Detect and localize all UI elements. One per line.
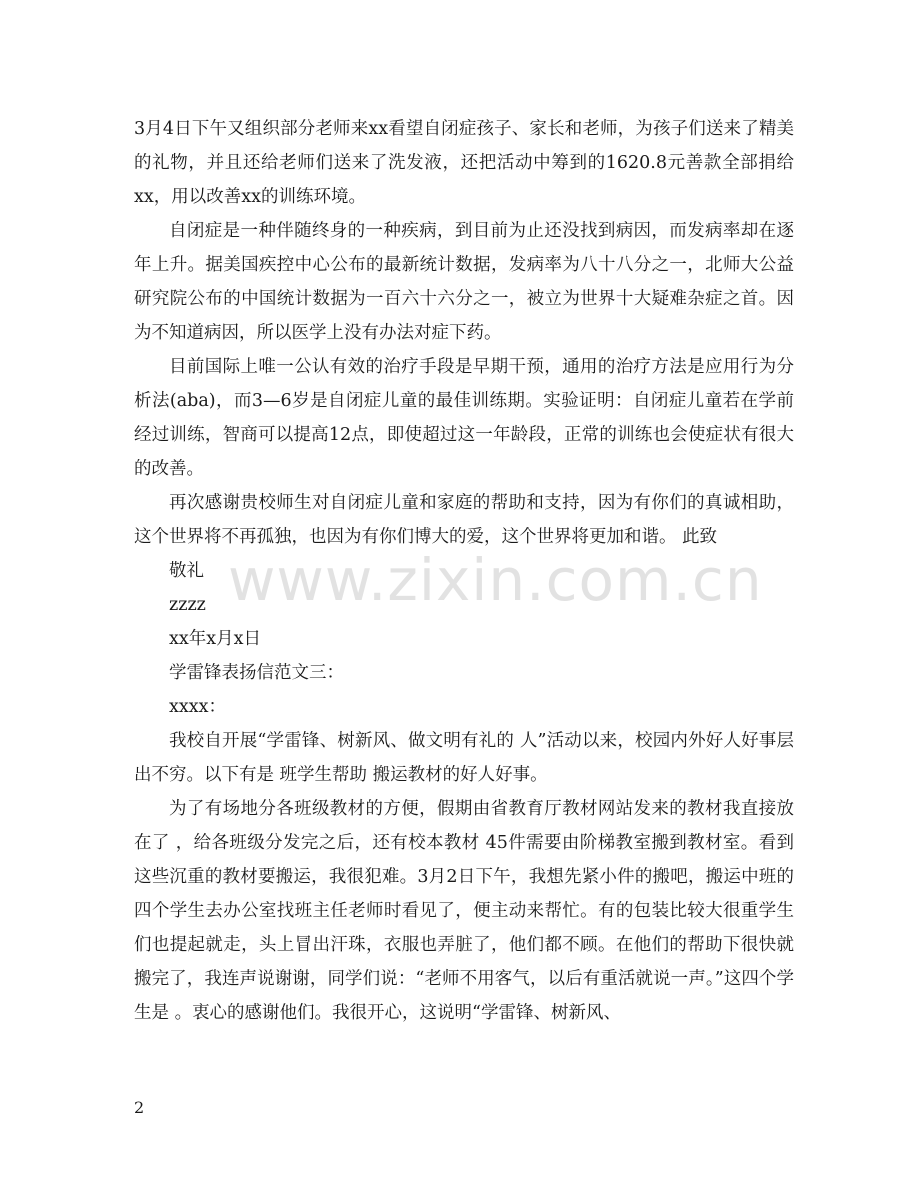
section-title: 学雷锋表扬信范文三： [169,663,344,683]
paragraph-thanks: 再次感谢贵校师生对自闭症儿童和家庭的帮助和支持，因为有你们的真诚相助，这个世界将不再孤独，也因为有你们博大的爱，这个世界将更加和谐。 此致 [134,493,794,547]
watermark: www.zixin.com.cn [228,546,763,614]
salutation: xxxx： [169,697,226,717]
paragraph-autism-intro: 自闭症是一种伴随终身的一种疾病，到目前为止还没找到病因，而发病率却在逐年上升。据美国疾控中心公布的最新统计数据，发病率为八十八分之一，北师大公益研究院公布的中国统计数据为一百六十六分之一，被立为世界十大疑难杂症之首。因为不知道病因，所以医学上没有办法对症下药。 [134,221,794,343]
signature: zzzz [169,595,206,615]
paragraph-textbooks: 为了有场地分各班级教材的方便，假期由省教育厅教材网站发来的教材我直接放在了 ，给各班级分发完之后，还有校本教材 45件需要由阶梯教室搬到教材室。看到这些沉重的教材要搬运，我很犯难。3月2日下午，我想先紧小件的搬吧，搬运中班的四个学生去办公室找班主任老师时看见了，便主动来帮忙。有的包装比较大很重学生们也提起就走，头上冒出汗珠，衣服也弄脏了，他们都不顾。在他们的帮助下很快就搬完了，我连声说谢谢，同学们说：“老师不用客气，以后有重活就说一声。”这四个学生是 。衷心的感谢他们。我很开心，这说明“学雷锋、树新风、 [134,799,794,1023]
closing-text: 敬礼 [169,561,204,581]
paragraph-treatment: 目前国际上唯一公认有效的治疗手段是早期干预，通用的治疗方法是应用行为分析法(aba)，而3—6岁是自闭症儿童的最佳训练期。实验证明：自闭症儿童若在学前经过训练，智商可以提高12点，即使超过这一年龄段，正常的训练也会使症状有很大的改善。 [134,357,794,479]
date-line: xx年x月x日 [169,629,261,649]
letter-body [134,112,794,1030]
paragraph-campaign: 我校自开展“学雷锋、树新风、做文明有礼的 人”活动以来，校园内外好人好事层出不穷。以下有是 班学生帮助 搬运教材的好人好事。 [134,731,794,785]
page-number: 2 [134,1098,145,1117]
paragraph-donation: 3月4日下午又组织部分老师来xx看望自闭症孩子、家长和老师，为孩子们送来了精美的礼物，并且还给老师们送来了洗发液，还把活动中筹到的1620.8元善款全部捐给xx，用以改善xx的训练环境。 [134,119,794,207]
